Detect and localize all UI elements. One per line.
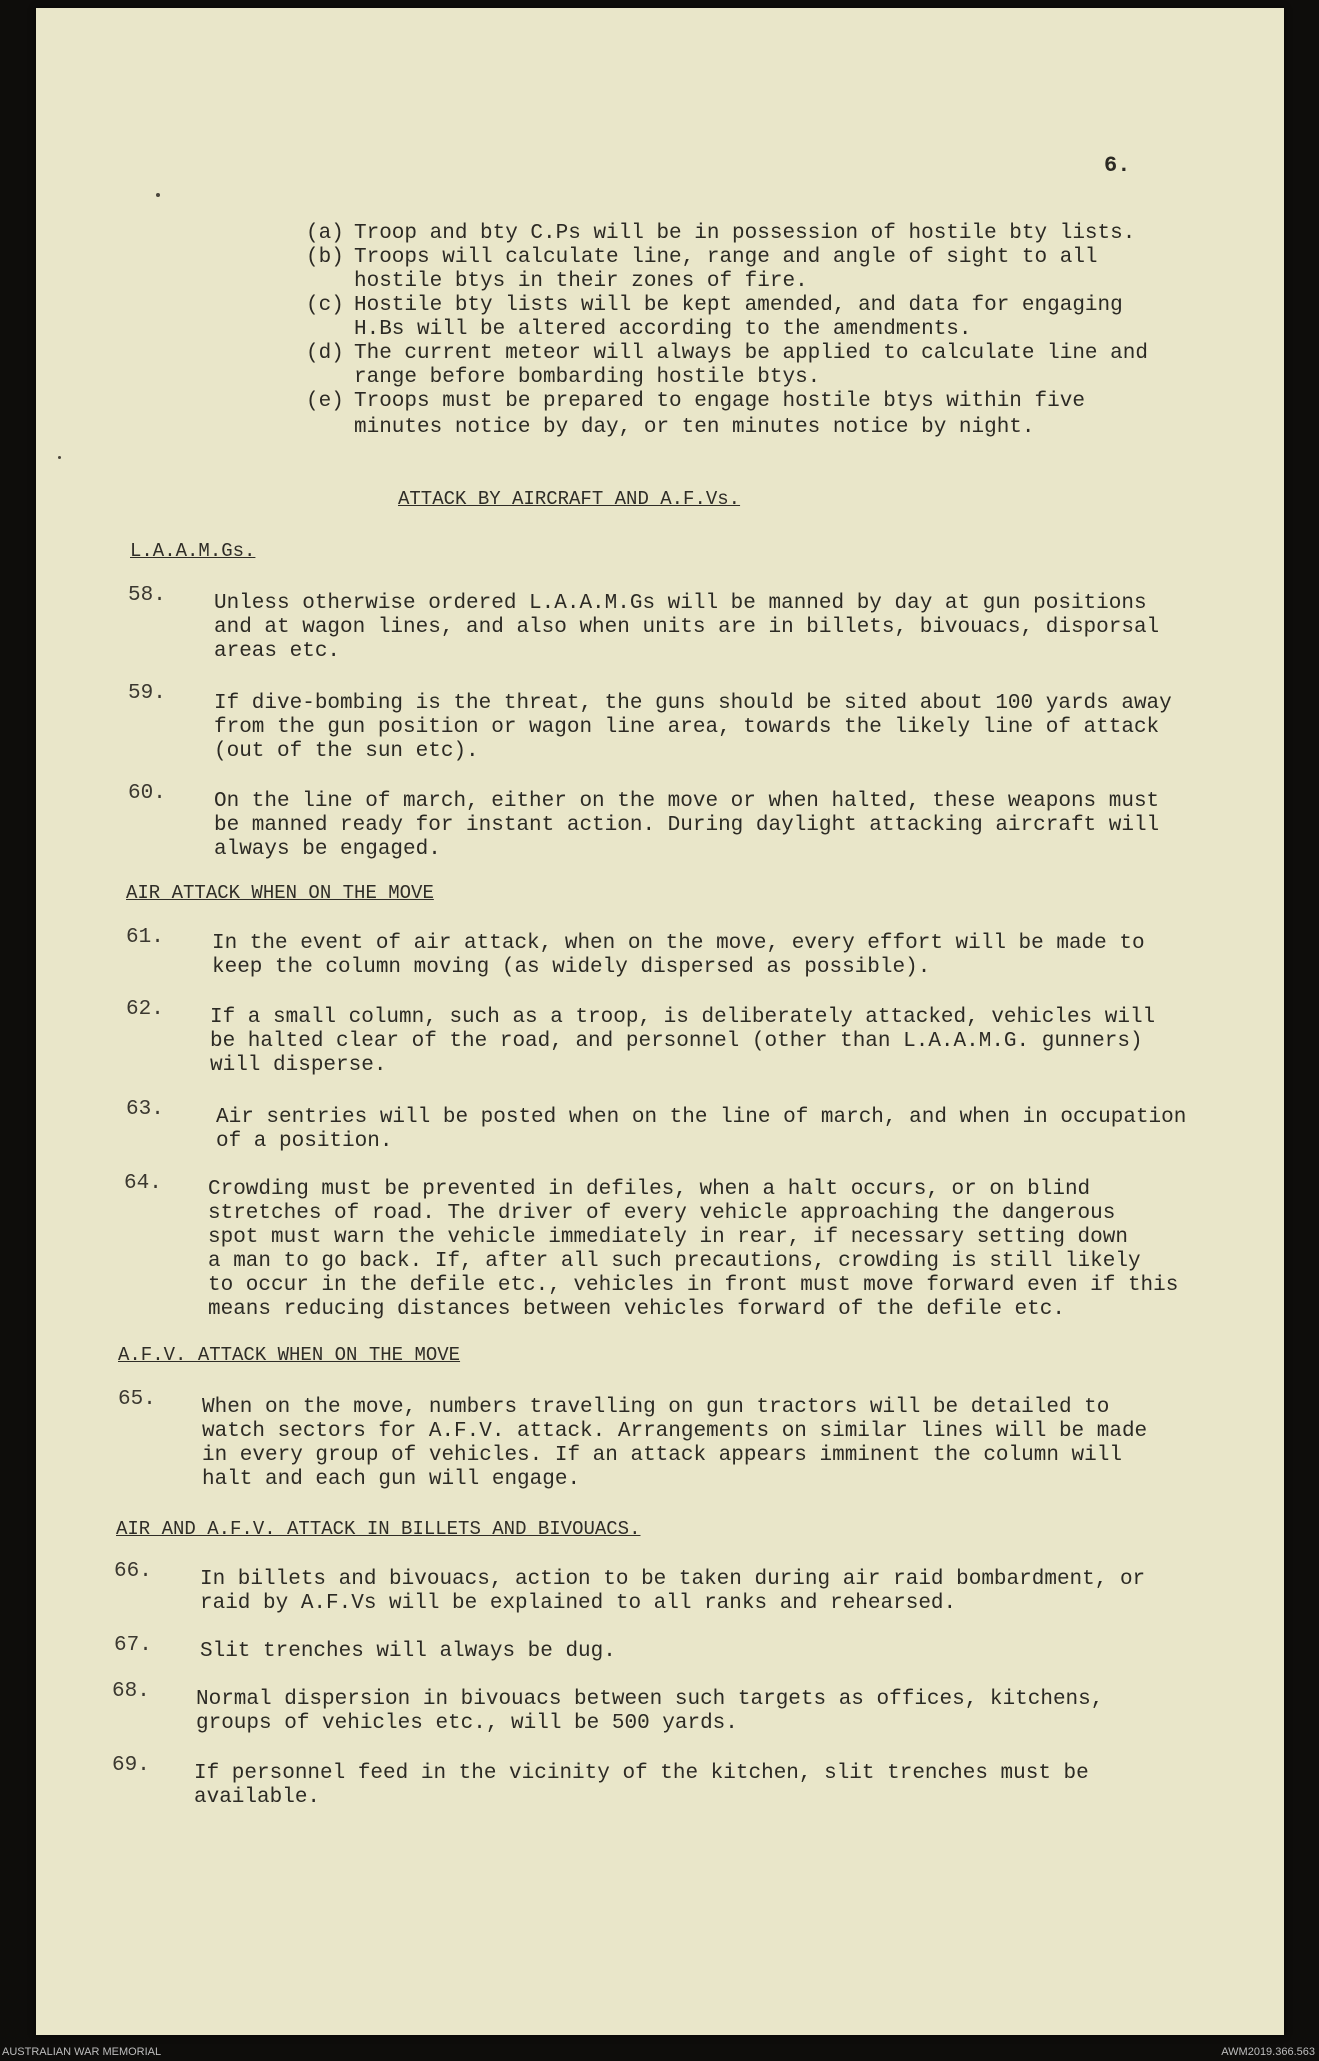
paragraph-line: from the gun position or wagon line area, towards the likely line of attack [214,716,1160,739]
paragraph-line: be manned ready for instant action. During daylight attacking aircraft will [214,814,1160,837]
paper-mark [58,456,61,459]
paragraph-line: Normal dispersion in bivouacs between such targets as offices, kitchens, [196,1688,1104,1711]
page-number: 6. [1104,153,1131,178]
paragraph-line: a man to go back. If, after all such precautions, crowding is still likely [208,1250,1141,1273]
paragraph-number: 60. [128,782,166,805]
paragraph-line: means reducing distances between vehicles forward of the defile etc. [208,1298,1065,1321]
paragraph-number: 58. [128,584,166,607]
intro-item-label: (b) [306,246,344,269]
paragraph-line: If personnel feed in the vicinity of the kitchen, slit trenches must be [194,1762,1089,1785]
footer-credit: AUSTRALIAN WAR MEMORIAL [2,2046,162,2058]
section-heading: AIR ATTACK WHEN ON THE MOVE [126,882,434,904]
intro-item-line: The current meteor will always be applied to calculate line and [354,342,1148,365]
paragraph-number: 69. [112,1754,150,1777]
paragraph-line: of a position. [216,1130,393,1153]
paragraph-line: In the event of air attack, when on the move, every effort will be made to [212,932,1145,955]
paragraph-line: always be engaged. [214,838,441,861]
intro-item-line: Troops must be prepared to engage hostile btys within five [354,390,1085,413]
paragraph-line: watch sectors for A.F.V. attack. Arrangements on similar lines will be made [202,1420,1148,1443]
paragraph-line: When on the move, numbers travelling on gun tractors will be detailed to [202,1396,1110,1419]
paragraph-line: In billets and bivouacs, action to be taken during air raid bombardment, or [200,1568,1146,1591]
paragraph-number: 67. [114,1634,152,1657]
footer-accession-number: AWM2019.366.563 [1221,2046,1315,2058]
intro-item-line: Hostile bty lists will be kept amended, and data for engaging [354,294,1123,317]
paragraph-number: 65. [118,1388,156,1411]
intro-item-line: hostile btys in their zones of fire. [354,270,808,293]
paragraph-line: If a small column, such as a troop, is deliberately attacked, vehicles will [210,1006,1156,1029]
paper-mark [156,193,160,197]
paragraph-line: spot must warn the vehicle immediately in rear, if necessary setting down [208,1226,1128,1249]
paragraph-line: If dive-bombing is the threat, the guns should be sited about 100 yards away [214,692,1172,715]
paragraph-line: to occur in the defile etc., vehicles in front must move forward even if this [208,1274,1179,1297]
paragraph-line: Air sentries will be posted when on the line of march, and when in occupation [216,1106,1187,1129]
intro-item-line: range before bombarding hostile btys. [354,366,821,389]
intro-item-label: (d) [306,342,344,365]
paragraph-number: 64. [124,1172,162,1195]
paragraph-line: groups of vehicles etc., will be 500 yards. [196,1712,738,1735]
paragraph-line: and at wagon lines, and also when units are in billets, bivouacs, disporsal [214,616,1160,639]
intro-item-line: minutes notice by day, or ten minutes notice by night. [354,416,1035,439]
paragraph-line: available. [194,1786,321,1809]
section-heading: A.F.V. ATTACK WHEN ON THE MOVE [118,1344,461,1366]
paragraph-line: (out of the sun etc). [214,740,479,763]
section-heading: L.A.A.M.Gs. [130,540,256,562]
paragraph-line: in every group of vehicles. If an attack appears imminent the column will [202,1444,1122,1467]
intro-item-line: Troops will calculate line, range and angle of sight to all [354,246,1098,269]
paragraph-line: will disperse. [210,1054,387,1077]
paragraph-line: Crowding must be prevented in defiles, when a halt occurs, or on blind [208,1178,1091,1201]
paragraph-line: raid by A.F.Vs will be explained to all ranks and rehearsed. [200,1592,957,1615]
paragraph-line: stretches of road. The driver of every vehicle approaching the dangerous [208,1202,1116,1225]
section-heading: AIR AND A.F.V. ATTACK IN BILLETS AND BIVOUACS. [116,1518,641,1540]
paragraph-number: 59. [128,682,166,705]
paragraph-line: areas etc. [214,640,341,663]
paragraph-number: 68. [112,1680,150,1703]
paragraph-line: Slit trenches will always be dug. [200,1640,616,1663]
intro-item-line: H.Bs will be altered according to the amendments. [354,318,972,341]
intro-item-label: (c) [306,294,344,317]
paragraph-line: On the line of march, either on the move or when halted, these weapons must [214,790,1160,813]
document-page [36,8,1284,2035]
paragraph-number: 62. [126,998,164,1021]
main-heading: ATTACK BY AIRCRAFT AND A.F.Vs. [398,488,741,510]
paragraph-line: be halted clear of the road, and personnel (other than L.A.A.M.G. gunners) [210,1030,1143,1053]
paragraph-number: 61. [126,926,164,949]
paragraph-line: Unless otherwise ordered L.A.A.M.Gs will be manned by day at gun positions [214,592,1147,615]
paragraph-number: 66. [114,1560,152,1583]
intro-item-label: (a) [306,222,344,245]
intro-item-label: (e) [306,390,344,413]
paragraph-line: keep the column moving (as widely dispersed as possible). [212,956,931,979]
paragraph-number: 63. [126,1098,164,1121]
paragraph-line: halt and each gun will engage. [202,1468,581,1491]
intro-item-line: Troop and bty C.Ps will be in possession of hostile bty lists. [354,222,1136,245]
